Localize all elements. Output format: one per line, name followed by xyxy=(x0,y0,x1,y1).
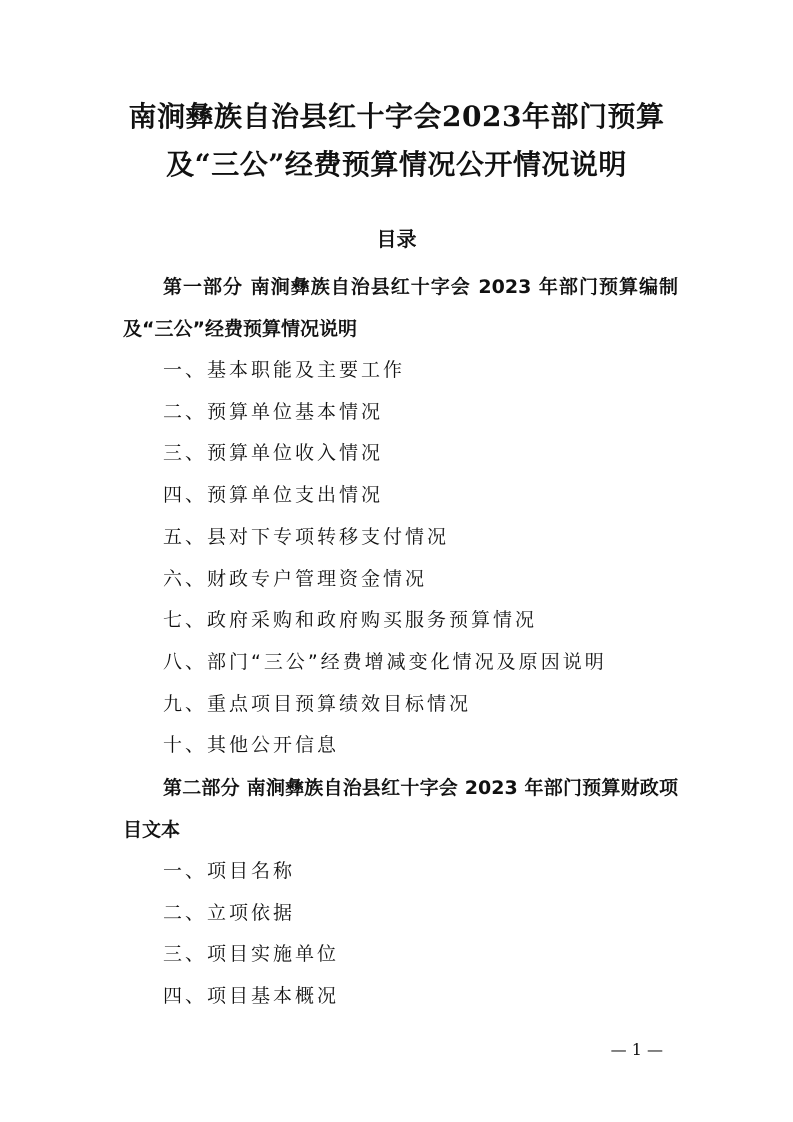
toc-item: 六、财政专户管理资金情况 xyxy=(163,567,428,590)
toc-heading: 目录 xyxy=(376,227,417,251)
table-of-contents xyxy=(123,266,678,1018)
toc-item: 一、项目名称 xyxy=(163,860,296,883)
toc-item: 八、部门“三公”经费增减变化情况及原因说明 xyxy=(163,650,607,673)
toc-item: 七、政府采购和政府购买服务预算情况 xyxy=(163,609,538,632)
toc-item: 一、基本职能及主要工作 xyxy=(163,359,406,381)
toc-item: 三、项目实施单位 xyxy=(163,943,340,966)
toc-item: 九、重点项目预算绩效目标情况 xyxy=(163,692,472,715)
toc-item: 五、县对下专项转移支付情况 xyxy=(163,525,450,548)
toc-part-2-title: 第二部分 南涧彝族自治县红十字会 2023 年部门预算财政项目文本 xyxy=(123,777,678,842)
toc-item: 二、立项依据 xyxy=(163,901,296,924)
document-title: 南涧彝族自治县红十字会2023年部门预算及“三公”经费预算情况公开情况说明 xyxy=(128,100,665,181)
toc-item: 四、预算单位支出情况 xyxy=(163,484,384,507)
toc-item: 二、预算单位基本情况 xyxy=(163,400,384,423)
toc-part-1-title: 第一部分 南涧彝族自治县红十字会 2023 年部门预算编制及“三公”经费预算情况说明 xyxy=(123,276,678,340)
toc-part-1-list xyxy=(123,350,678,767)
toc-item: 四、项目基本概况 xyxy=(163,985,340,1008)
page-number: — 1 — xyxy=(610,1040,663,1059)
toc-item: 三、预算单位收入情况 xyxy=(163,442,384,465)
toc-part-2-list xyxy=(123,851,678,1018)
toc-item: 十、其他公开信息 xyxy=(163,734,340,757)
